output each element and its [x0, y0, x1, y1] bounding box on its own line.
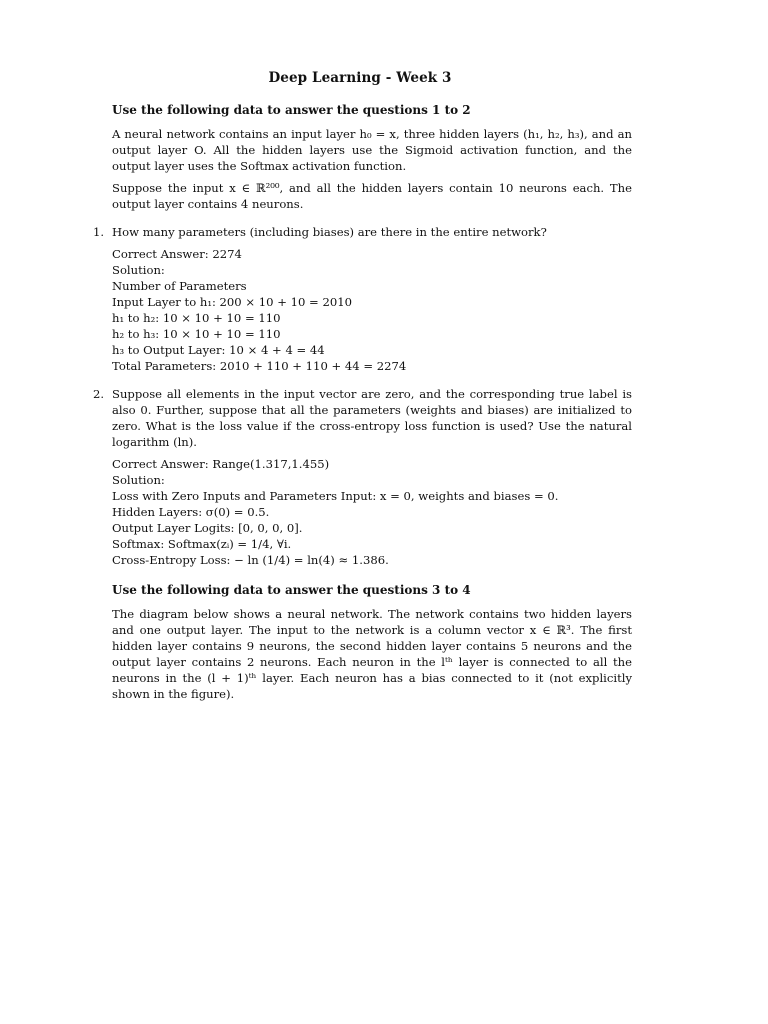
q2-line-correct-answer: Correct Answer: Range(1.317,1.455): [112, 457, 330, 471]
q2-line-hidden-layers: Hidden Layers: σ(0) = 0.5.: [112, 505, 270, 519]
q1-line-h1-to-h2: h₁ to h₂: 10 × 10 + 10 = 110: [112, 311, 281, 325]
section-2-heading: Use the following data to answer the questions 3 to 4: [112, 583, 471, 597]
question-2-number: 2.: [93, 387, 105, 401]
question-1-number: 1.: [93, 225, 105, 239]
q2-line-cross-entropy: Cross-Entropy Loss: − ln (1/4) = ln(4) ≈ 1.386.: [112, 553, 389, 567]
question-1-answer: [112, 246, 632, 374]
page-title: Deep Learning - Week 3: [268, 70, 452, 86]
question-1-text: How many parameters (including biases) are there in the entire network?: [112, 225, 547, 239]
section-1-paragraph-1: A neural network contains an input layer h₀ = x, three hidden layers (h₁, h₂, h₃), and an output layer O. All the hidden layers use the Sigmoid activation function, and the output layer uses the Softmax activation function.: [112, 127, 632, 173]
q1-line-number-of-parameters: Number of Parameters: [112, 279, 247, 293]
q2-line-output-logits: Output Layer Logits: [0, 0, 0, 0].: [112, 521, 303, 535]
q1-line-input-to-h1: Input Layer to h₁: 200 × 10 + 10 = 2010: [112, 295, 352, 309]
q1-line-total-parameters: Total Parameters: 2010 + 110 + 110 + 44 = 2274: [112, 359, 407, 373]
section-1-heading: Use the following data to answer the questions 1 to 2: [112, 103, 471, 117]
question-1: [93, 224, 632, 374]
q1-line-h3-to-output: h₃ to Output Layer: 10 × 4 + 4 = 44: [112, 343, 325, 357]
q1-line-h2-to-h3: h₂ to h₃: 10 × 10 + 10 = 110: [112, 327, 281, 341]
q2-line-zero-inputs: Loss with Zero Inputs and Parameters Input: x = 0, weights and biases = 0.: [112, 489, 559, 503]
q2-line-solution: Solution:: [112, 473, 165, 487]
section-1-paragraph-2: Suppose the input x ∈ ℝ²⁰⁰, and all the hidden layers contain 10 neurons each. The output layer contains 4 neurons.: [112, 181, 632, 211]
question-2-answer: [112, 456, 632, 568]
q1-line-solution: Solution:: [112, 263, 165, 277]
q1-line-correct-answer: Correct Answer: 2274: [112, 247, 242, 261]
document-content: [93, 102, 632, 708]
question-2-text: Suppose all elements in the input vector are zero, and the corresponding true label is also 0. Further, suppose that all the parameters (weights and biases) are initialized to zero. What is the loss value if the cross-entropy loss function is used? Use the natural logarithm (ln).: [112, 387, 632, 449]
question-2: [93, 386, 632, 568]
q2-line-softmax: Softmax: Softmax(zᵢ) = 1/4, ∀i.: [112, 537, 292, 551]
section-2-paragraph: The diagram below shows a neural network. The network contains two hidden layers and one output layer. The input to the network is a column vector x ∈ ℝ³. The first hidden layer contains 9 neurons, the second hidden layer contains 5 neurons and the output layer contains 2 neurons. Each neuron in the lᵗʰ layer is connected to all the neurons in the (l + 1)ᵗʰ layer. Each neuron has a bias connected to it (not explicitly shown in the figure).: [112, 607, 632, 701]
